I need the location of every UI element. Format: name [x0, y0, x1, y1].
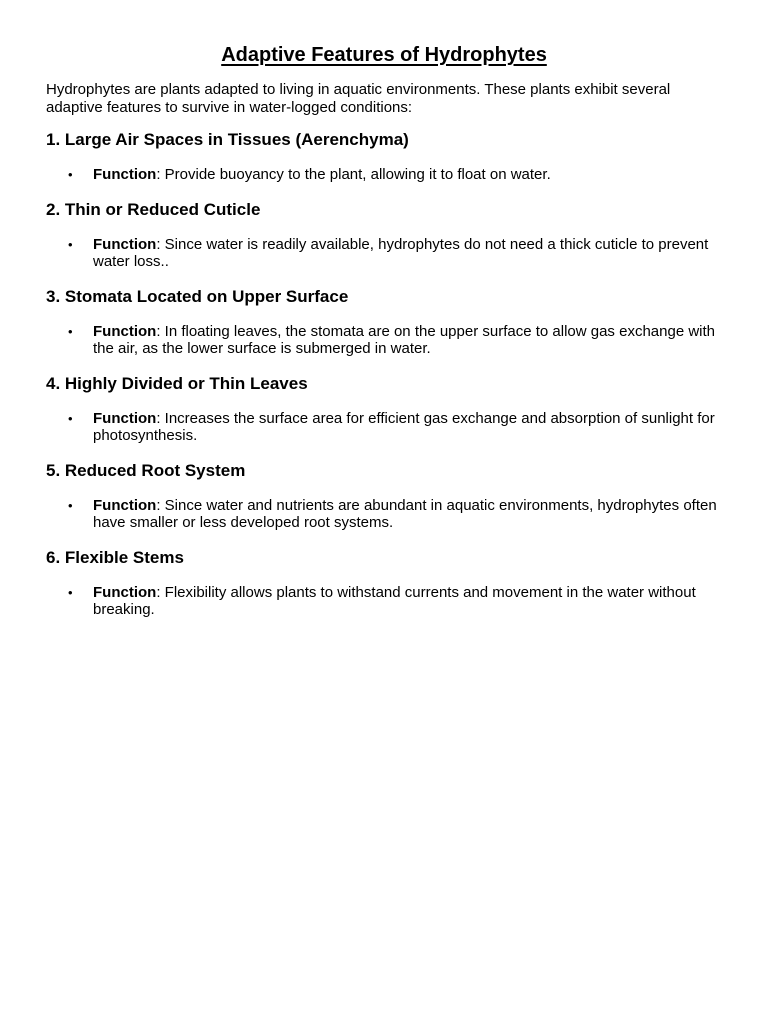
section-heading-1: 1. Large Air Spaces in Tissues (Aerenchyma): [46, 130, 409, 149]
section-heading-4: 4. Highly Divided or Thin Leaves: [46, 373, 308, 393]
function-label: Function: [93, 583, 157, 601]
section-list-5: [46, 497, 722, 532]
function-label: Function: [93, 322, 157, 340]
section-list-6: [46, 584, 722, 619]
section-list-4: [46, 410, 722, 445]
function-text: : Since water is readily available, hydrophytes do not need a thick cuticle to prevent water loss..: [93, 235, 709, 270]
bullet-icon: •: [68, 410, 73, 426]
list-item: [46, 236, 722, 271]
list-item: [46, 410, 722, 445]
list-item: [46, 497, 722, 532]
bullet-icon: •: [68, 323, 73, 339]
list-item: [46, 166, 722, 184]
function-label: Function: [93, 409, 157, 427]
bullet-icon: •: [68, 497, 73, 513]
bullet-icon: •: [68, 584, 73, 600]
list-item: [46, 323, 722, 358]
function-text: : Increases the surface area for efficient gas exchange and absorption of sunlight for photosynthesis.: [93, 409, 715, 444]
section-list-2: [46, 236, 722, 271]
bullet-icon: •: [68, 167, 73, 182]
section-heading-6: 6. Flexible Stems: [46, 547, 184, 567]
function-text: : In floating leaves, the stomata are on the upper surface to allow gas exchange with the air, as the lower surface is submerged in water.: [93, 322, 715, 357]
list-item: [46, 584, 722, 619]
function-label: Function: [93, 235, 157, 253]
document-title: Adaptive Features of Hydrophytes: [221, 44, 547, 66]
function-text: : Since water and nutrients are abundant in aquatic environments, hydrophytes often have smaller or less developed root systems.: [93, 496, 717, 531]
function-text: : Provide buoyancy to the plant, allowing it to float on water.: [156, 166, 551, 183]
bullet-icon: •: [68, 236, 73, 252]
intro-paragraph: Hydrophytes are plants adapted to living in aquatic environments. These plants exhibit several adaptive features to survive in water-logged conditions:: [46, 81, 671, 116]
section-heading-5: 5. Reduced Root System: [46, 460, 246, 480]
function-label: Function: [93, 166, 157, 183]
section-list-1: [46, 166, 722, 184]
section-list-3: [46, 323, 722, 358]
function-label: Function: [93, 496, 157, 514]
section-heading-2: 2. Thin or Reduced Cuticle: [46, 199, 261, 219]
function-text: : Flexibility allows plants to withstand currents and movement in the water without breaking.: [93, 583, 696, 618]
section-heading-3: 3. Stomata Located on Upper Surface: [46, 286, 349, 306]
